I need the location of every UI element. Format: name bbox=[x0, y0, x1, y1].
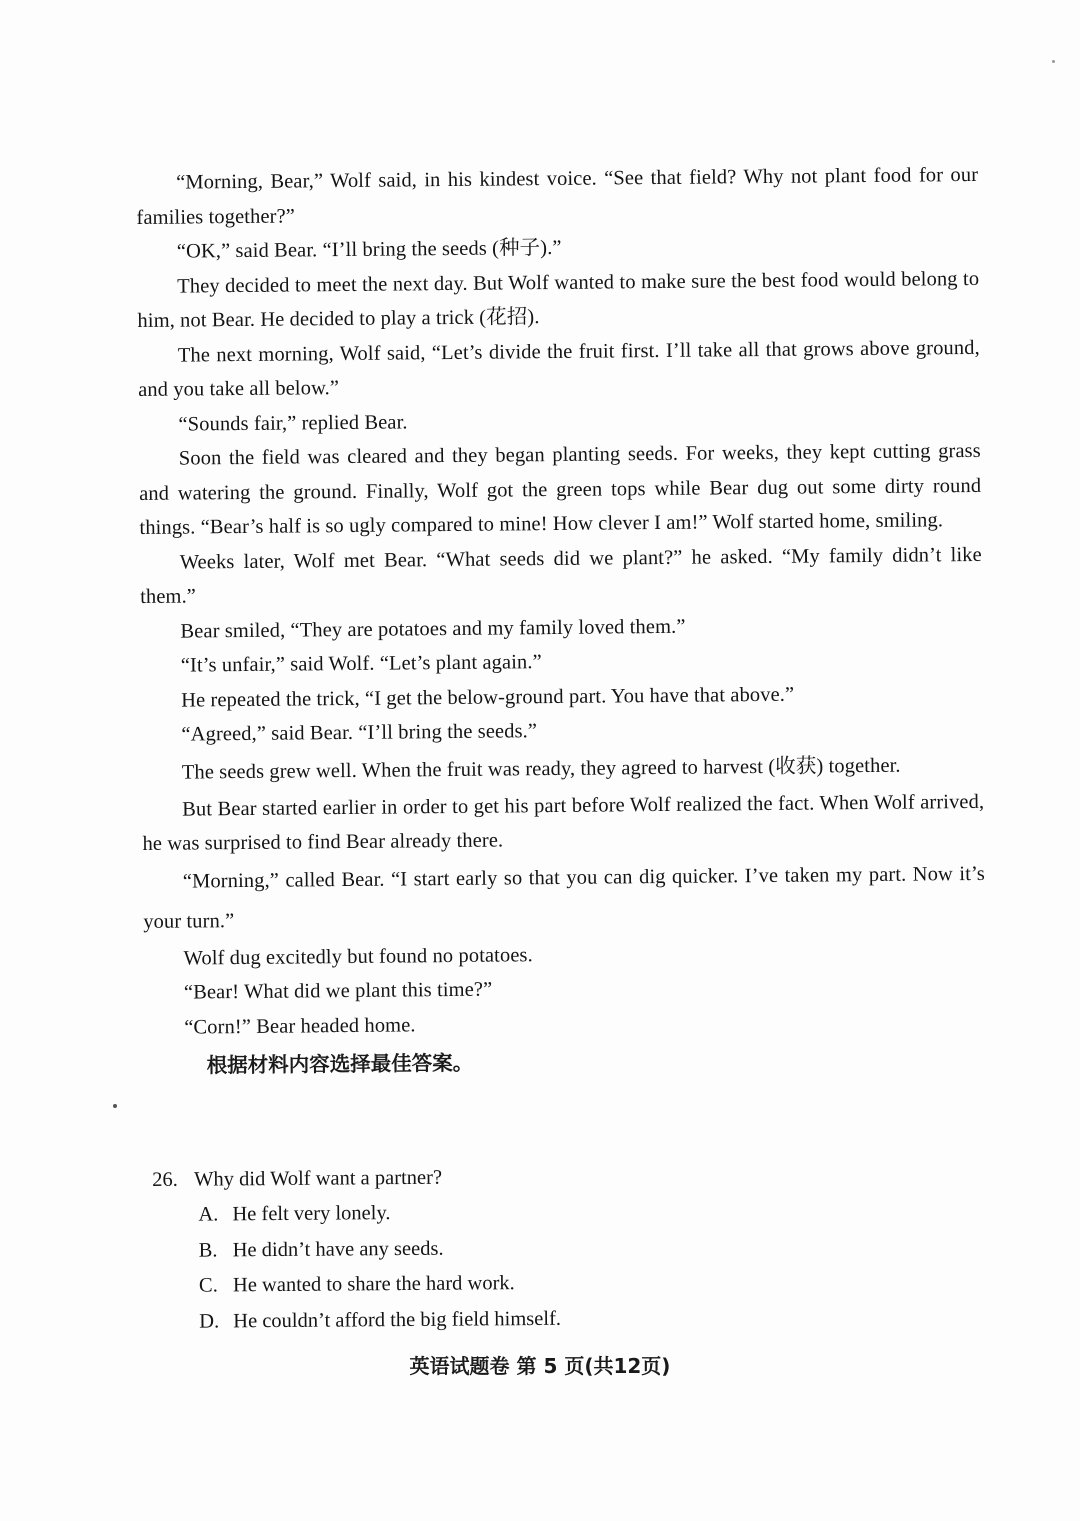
option-letter: A. bbox=[198, 1203, 219, 1226]
option-d[interactable] bbox=[153, 1299, 853, 1340]
question-instruction: 根据材料内容选择最佳答案。 bbox=[206, 1050, 474, 1078]
passage-paragraph-13: But Bear started earlier in order to get his part before Wolf realized the fact. When Wolf arrived, he was surprised to find Bear already there. bbox=[142, 790, 985, 855]
passage-paragraph-15: Wolf dug excitedly but found no potatoes. bbox=[183, 943, 533, 970]
passage-paragraph-2: “OK,” said Bear. “I’ll bring the seeds (种子).” bbox=[176, 236, 562, 263]
option-a[interactable] bbox=[152, 1193, 852, 1234]
page-footer: 英语试题卷 第 5 页(共12页) bbox=[409, 1354, 671, 1378]
passage-paragraph-1: “Morning, Bear,” Wolf said, in his kindest voice. “See that field? Why not plant food for our families together?” bbox=[136, 163, 979, 229]
passage-paragraph-6: Soon the field was cleared and they began planting seeds. For weeks, they kept cutting grass and watering the ground. Finally, Wolf got the green tops while Bear dug out some dirty round things. “Bear’s half is so ugly compared to mine! How clever I am!” Wolf started home, smiling. bbox=[139, 439, 982, 539]
passage-paragraph-12: The seeds grew well. When the fruit was ready, they agreed to harvest (收获) together. bbox=[181, 754, 901, 784]
option-text: He felt very lonely. bbox=[232, 1202, 391, 1226]
scan-speck bbox=[1052, 60, 1055, 63]
passage-paragraph-7: Weeks later, Wolf met Bear. “What seeds did we plant?” he asked. “My family didn’t like them.” bbox=[140, 543, 982, 608]
passage-paragraph-5: “Sounds fair,” replied Bear. bbox=[178, 410, 408, 436]
passage-paragraph-4: The next morning, Wolf said, “Let’s divide the fruit first. I’ll take all that grows above ground, and you take all below.” bbox=[138, 336, 980, 401]
passage-paragraph-10: He repeated the trick, “I get the below-ground part. You have that above.” bbox=[181, 683, 795, 712]
option-c[interactable] bbox=[153, 1263, 853, 1304]
passage-paragraph-11: “Agreed,” said Bear. “I’ll bring the seeds.” bbox=[181, 720, 538, 746]
passage-paragraph-14: “Morning,” called Bear. “I start early so that you can dig quicker. I’ve taken my part. Now it’s your turn.” bbox=[143, 862, 985, 933]
question-number: 26. bbox=[152, 1168, 178, 1191]
option-text: He couldn’t afford the big field himself. bbox=[233, 1307, 562, 1332]
passage-paragraph-16: “Bear! What did we plant this time?” bbox=[183, 978, 493, 1004]
question-26 bbox=[152, 1157, 853, 1340]
reading-passage bbox=[136, 158, 987, 1083]
question-text: Why did Wolf want a partner? bbox=[194, 1166, 443, 1191]
option-text: He wanted to share the hard work. bbox=[232, 1272, 515, 1297]
option-b[interactable] bbox=[153, 1228, 853, 1269]
option-letter: B. bbox=[198, 1238, 218, 1262]
passage-paragraph-17: “Corn!” Bear headed home. bbox=[184, 1013, 416, 1039]
option-letter: D. bbox=[199, 1309, 220, 1333]
passage-paragraph-9: “It’s unfair,” said Wolf. “Let’s plant again.” bbox=[180, 651, 542, 677]
option-text: He didn’t have any seeds. bbox=[232, 1237, 444, 1261]
passage-paragraph-8: Bear smiled, “They are potatoes and my family loved them.” bbox=[180, 615, 686, 643]
option-letter: C. bbox=[198, 1274, 218, 1297]
scan-speck bbox=[113, 1104, 117, 1108]
question-stem bbox=[152, 1157, 852, 1198]
passage-paragraph-3: They decided to meet the next day. But Wolf wanted to make sure the best food would belong to him, not Bear. He decided to play a trick (花招). bbox=[137, 267, 980, 332]
